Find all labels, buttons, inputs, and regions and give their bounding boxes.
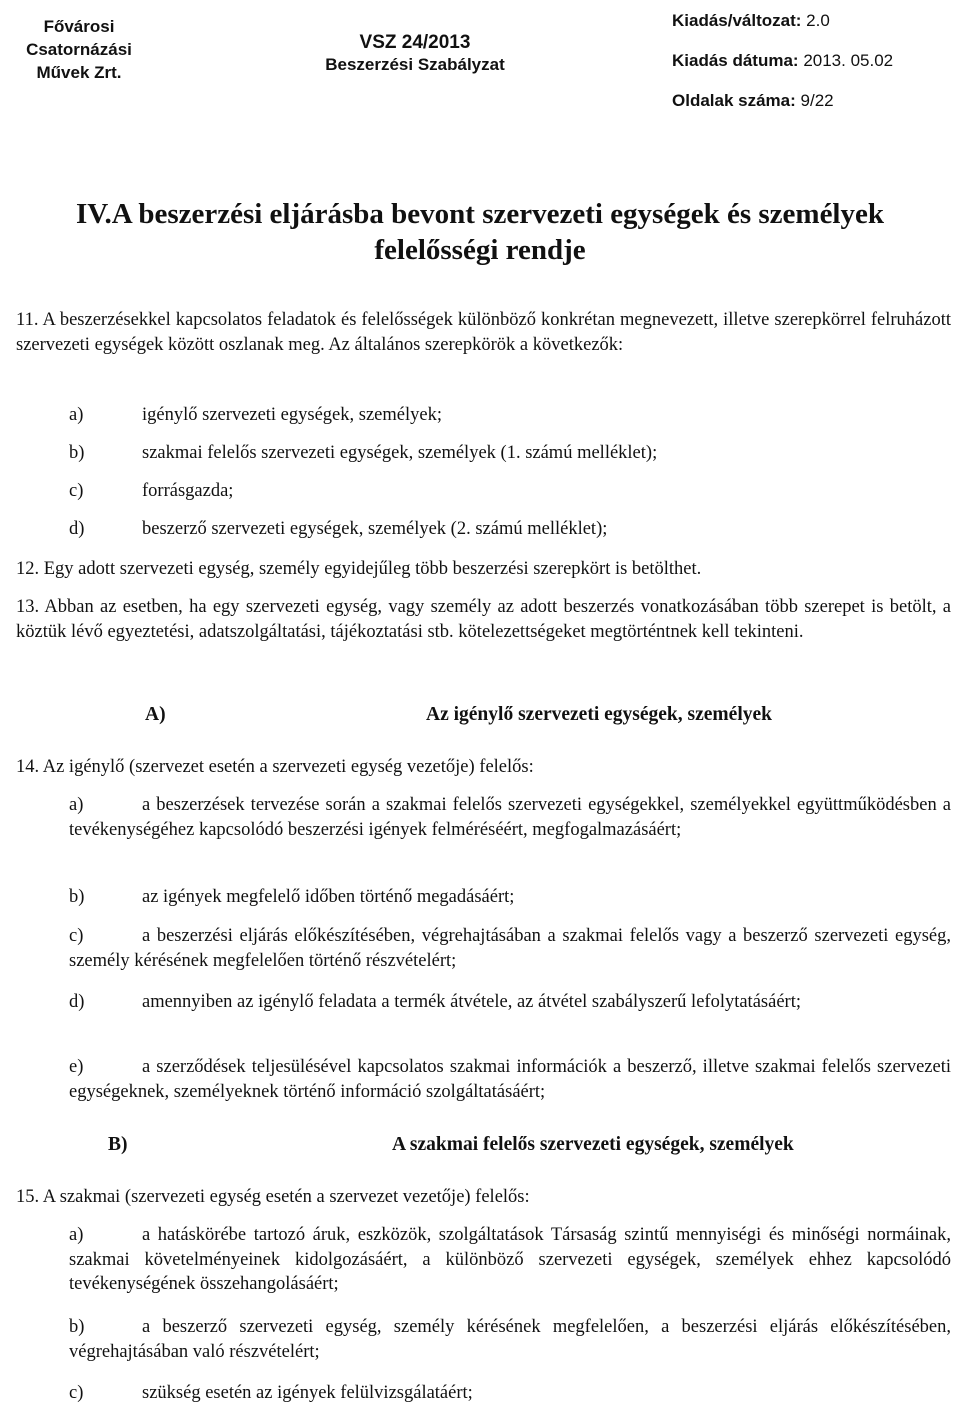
edition-row <box>672 7 960 47</box>
list-item-text: szükség esetén az igények felülvizsgálatáért; <box>142 1383 473 1403</box>
list-item-label: a) <box>69 795 84 815</box>
list-item-label: c) <box>69 1383 84 1403</box>
list-item-text: a szerződések teljesülésével kapcsolatos szakmai információk a beszerző, illetve szakmai felelős szervezeti egységeknek, személyeknek történő információ szolgáltatásáért; <box>69 1057 951 1102</box>
list-item-text: amennyiben az igénylő feladata a termék átvétele, az átvétel szabályszerű lefolytatásáért; <box>142 992 801 1012</box>
role-item-label: c) <box>69 481 84 501</box>
role-item-label: d) <box>69 519 85 539</box>
list-item-text: a beszerzések tervezése során a szakmai felelős szervezeti egységekkel, személyekkel együttműködésben a tevékenységéhez kapcsolódó beszerzési igények felméréséért, megfogalmazásáért; <box>69 795 951 840</box>
pages-value: 9/22 <box>800 91 834 110</box>
role-item-text: igénylő szervezeti egységek, személyek; <box>142 405 442 425</box>
org-line-3: Művek Zrt. <box>36 63 122 82</box>
section-b-title: A szakmai felelős szervezeti egységek, személyek <box>392 1134 794 1155</box>
paragraph-12: 12. Egy adott szervezeti egység, személy egyidejűleg több beszerzési szerepkört is betölthet. <box>16 559 702 579</box>
paragraph-13: 13. Abban az esetben, ha egy szervezeti egység, vagy személy az adott beszerzés vonatkozásában több szerepet is betölt, a köztük lévő egyeztetési, adatszolgáltatási, tájékoztatási stb. kötelezettségeket megtörténtnek kell tekinteni. <box>16 597 951 642</box>
paragraph-15: 15. A szakmai (szervezeti egység esetén a szervezet vezetője) felelős: <box>16 1187 530 1207</box>
chapter-title <box>0 196 960 268</box>
list-item-text: a beszerző szervezeti egység, személy kérésének megfelelően, a beszerzési eljárás előkészítésében, végrehajtásában való részvételért; <box>69 1317 951 1362</box>
document-code: VSZ 24/2013 <box>359 32 471 53</box>
section-a-title: Az igénylő szervezeti egységek, személyek <box>426 704 772 725</box>
chapter-title-line-1: IV.A beszerzési eljárásba bevont szervezeti egységek és személyek <box>75 198 884 230</box>
paragraph-11: 11. A beszerzésekkel kapcsolatos feladatok és felelősségek különböző konkrétan megnevezett, illetve szerepkörrel felruházott szervezeti egységek között oszlanak meg. Az általános szerepkörök a következők: <box>16 310 951 355</box>
list-item-text: az igények megfelelő időben történő megadásáért; <box>142 887 515 907</box>
list-item-label: d) <box>69 992 85 1012</box>
date-label: Kiadás dátuma: <box>672 51 804 70</box>
role-item-label: a) <box>69 405 84 425</box>
list-item-text: a hatáskörébe tartozó áruk, eszközök, szolgáltatások Társaság szintű mennyiségi és minőségi normáinak, szakmai követelményeinek kidolgozásáért, a különböző szervezeti egységek, személyek ehhez kapcsolódó tevékenységének összehangolásáért; <box>69 1225 951 1294</box>
paragraph-14: 14. Az igénylő (szervezet esetén a szervezeti egység vezetője) felelős: <box>16 757 534 777</box>
list-item-text: a beszerzési eljárás előkészítésében, végrehajtásában a szakmai felelős vagy a beszerző szervezeti egység, személy kérésének megfelelően történő részvételért; <box>69 926 951 971</box>
list-item-label: b) <box>69 1317 85 1337</box>
pages-label: Oldalak száma: <box>672 91 801 110</box>
role-item-text: szakmai felelős szervezeti egységek, személyek (1. számú melléklet); <box>142 443 658 463</box>
org-line-2: Csatornázási <box>26 40 132 59</box>
role-item-text: forrásgazda; <box>142 481 234 501</box>
chapter-title-line-2: felelősségi rendje <box>374 234 586 266</box>
date-value: 2013. 05.02 <box>803 51 894 70</box>
list-item-label: c) <box>69 926 84 946</box>
edition-value: 2.0 <box>806 11 830 30</box>
document-meta <box>672 7 960 127</box>
organization-name <box>4 16 154 85</box>
edition-label: Kiadás/változat: <box>672 11 807 30</box>
section-a-letter: A) <box>145 704 166 725</box>
date-row <box>672 47 960 87</box>
list-item-label: a) <box>69 1225 84 1245</box>
section-b-letter: B) <box>108 1134 128 1155</box>
list-item-label: b) <box>69 887 85 907</box>
document-name: Beszerzési Szabályzat <box>325 55 505 74</box>
document-identifier <box>265 32 565 76</box>
org-line-1: Fővárosi <box>43 17 115 36</box>
role-item-text: beszerző szervezeti egységek, személyek (2. számú melléklet); <box>142 519 608 539</box>
pages-row <box>672 87 960 127</box>
role-item-label: b) <box>69 443 85 463</box>
list-item-label: e) <box>69 1057 84 1077</box>
